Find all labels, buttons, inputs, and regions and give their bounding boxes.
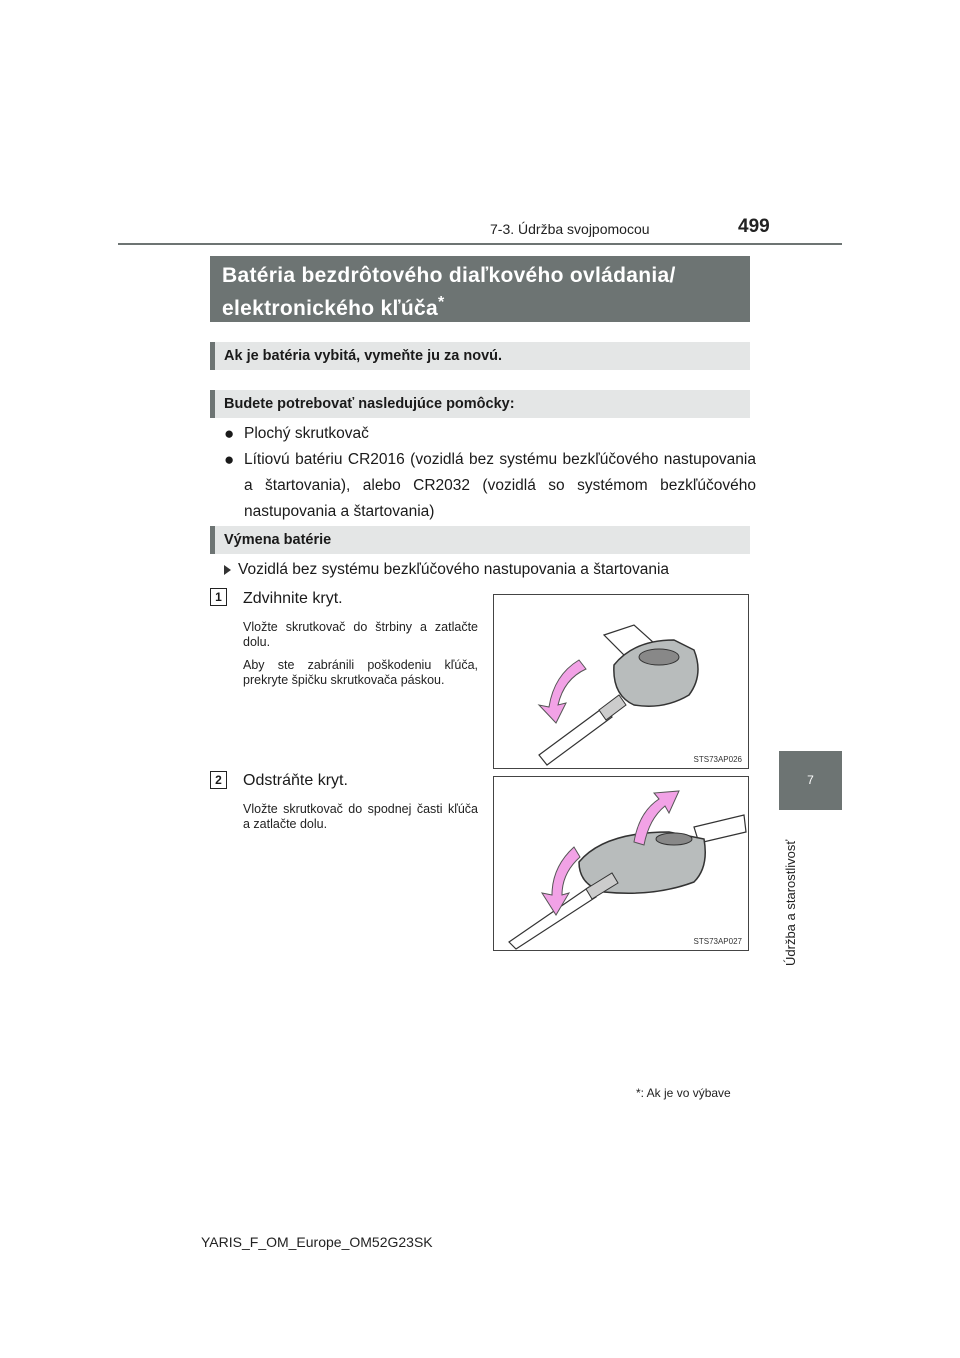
step-title: Zdvihnite kryt. <box>243 590 343 607</box>
chapter-tab: 7 <box>779 751 842 810</box>
figure-lift-cover <box>493 594 749 769</box>
optional-mark: * <box>438 294 445 311</box>
document-code: YARIS_F_OM_Europe_OM52G23SK <box>201 1234 433 1250</box>
step-number: 2 <box>210 771 227 789</box>
replace-bar: Výmena batérie <box>210 526 750 554</box>
chapter-title-vertical <box>783 816 807 966</box>
triangle-icon <box>224 565 231 575</box>
key-illustration-1 <box>494 595 748 768</box>
step-number: 1 <box>210 588 227 606</box>
figure-id: STS73AP026 <box>693 755 742 764</box>
bullet-icon: ● <box>224 450 235 469</box>
section-heading <box>210 256 750 322</box>
bullet-icon: ● <box>224 424 235 443</box>
tools-bar: Budete potrebovať nasledujúce pomôcky: <box>210 390 750 418</box>
header-rule <box>118 243 842 245</box>
section-title: 7-3. Údržba svojpomocou <box>490 221 650 237</box>
heading-line-2 <box>222 289 738 322</box>
page-number: 499 <box>738 216 770 237</box>
heading-line-2-text: elektronického kľúča <box>222 297 439 320</box>
optional-mark: * <box>636 1086 641 1100</box>
condition-text: Vozidlá bez systému bezkľúčového nastupovania a štartovania <box>238 561 670 578</box>
step-note: Vložte skrutkovač do štrbiny a zatlačte dolu. <box>243 620 478 649</box>
step-title: Odstráňte kryt. <box>243 772 348 789</box>
condition-line <box>224 561 669 579</box>
list-item: ● Lítiovú batériu CR2016 (vozidlá bez systému bezkľúčového nastupovania a štartovania), alebo CR2032 (vozidlá so systémom bezkľúčového nastupovania a štartovania) <box>224 447 756 525</box>
footnote-text: : Ak je vo výbave <box>640 1086 731 1100</box>
step-note: Vložte skrutkovač do spodnej časti kľúča a zatlačte dolu. <box>243 802 478 831</box>
figure-remove-cover <box>493 776 749 951</box>
list-item: ● Plochý skrutkovač <box>224 421 756 447</box>
heading-line-1: Batéria bezdrôtového diaľkového ovládania/ <box>222 264 676 287</box>
intro-bar: Ak je batéria vybitá, vymeňte ju za novú. <box>210 342 750 370</box>
key-illustration-2 <box>494 777 748 950</box>
footnote <box>636 1086 731 1100</box>
chapter-title: Údržba a starostlivosť <box>783 839 798 966</box>
step-note: Aby ste zabránili poškodeniu kľúča, prekryte špičku skrutkovača páskou. <box>243 658 478 687</box>
figure-id: STS73AP027 <box>693 937 742 946</box>
